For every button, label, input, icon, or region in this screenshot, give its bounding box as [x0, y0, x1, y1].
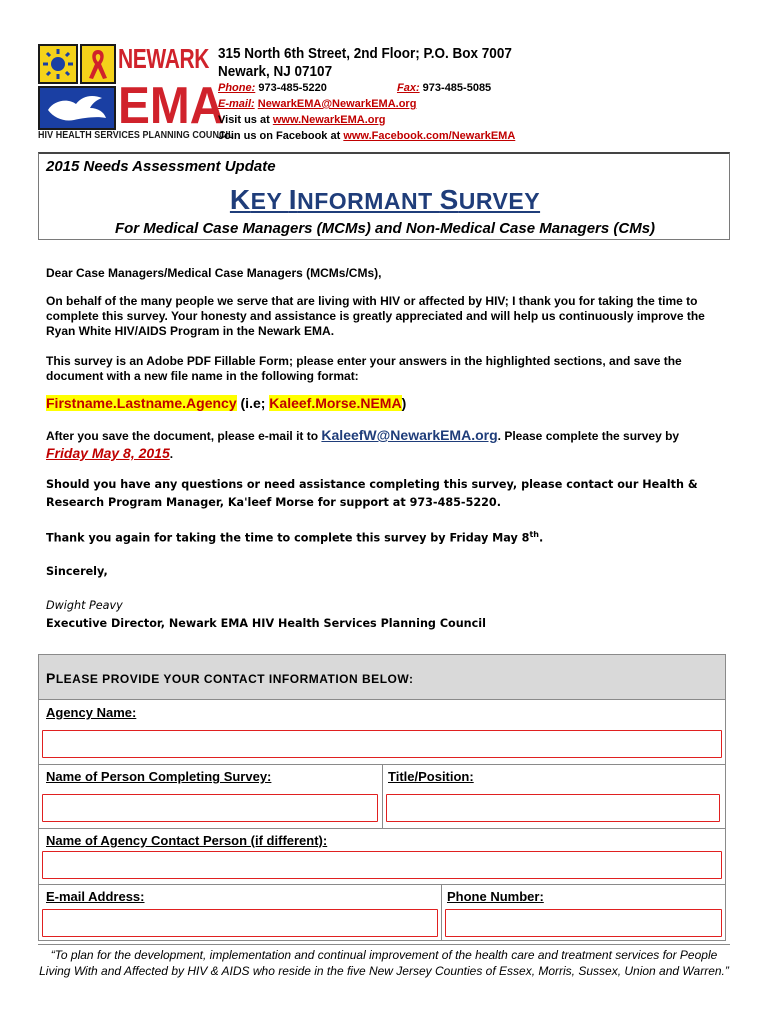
update-heading: 2015 Needs Assessment Update — [46, 158, 276, 175]
phone-number-label: Phone Number: — [447, 889, 544, 904]
logo-ema-text: EMA — [118, 77, 225, 135]
facebook-line — [218, 130, 515, 142]
person-name-label: Name of Person Completing Survey: — [46, 769, 272, 784]
email-address-label: E-mail Address: — [46, 889, 145, 904]
person-name-input[interactable] — [42, 794, 378, 822]
filename-format: Firstname.Lastname.Agency (i.e; Kaleef.Morse.NEMA) — [46, 395, 407, 411]
email-link[interactable]: NewarkEMA@NewarkEMA.org — [257, 98, 417, 110]
logo-dove-icon — [38, 86, 116, 130]
format-example: Kaleef.Morse.NEMA — [269, 395, 402, 411]
fax-label: Fax: — [396, 82, 420, 94]
facebook-link[interactable]: www.Facebook.com/NewarkEMA — [343, 130, 516, 142]
send-email-link[interactable]: KaleefW@NewarkEMA.org — [321, 427, 498, 443]
email-address-input[interactable] — [42, 909, 438, 937]
format-text: Firstname.Lastname.Agency — [46, 395, 237, 411]
logo-council-text: HIV HEALTH SERVICES PLANNING COUNCIL — [38, 129, 234, 141]
intro-paragraph: On behalf of the many people we serve that are living with HIV or affected by HIV; I thank you for taking the time to complete this survey. Your honesty and assistance is greatly appreciated and will help us continuously improve the Ryan White HIV/AIDS Program in the Newark EMA. — [46, 294, 705, 338]
title-position-label: Title/Position: — [388, 769, 474, 784]
address-line2: Newark, NJ 07107 — [218, 63, 333, 80]
logo-sun-icon — [38, 44, 78, 84]
contact-person-label: Name of Agency Contact Person (if different): — [46, 833, 328, 848]
email-label: E-mail: — [218, 98, 255, 110]
phone-value: 973-485-5220 — [258, 82, 327, 94]
signer-title: Executive Director, Newark EMA HIV Health Services Planning Council — [46, 617, 486, 630]
contact-person-input[interactable] — [42, 851, 722, 879]
send-instructions: After you save the document, please e-mail it to KaleefW@NewarkEMA.org. Please complete the survey by Friday May 8, 2015. — [46, 427, 680, 461]
website-link[interactable]: www.NewarkEMA.org — [272, 114, 386, 126]
form-divider — [441, 884, 442, 940]
greeting: Dear Case Managers/Medical Case Managers (MCMs/CMs), — [46, 266, 382, 280]
title-position-input[interactable] — [386, 794, 720, 822]
phone-label: Phone: — [218, 82, 256, 94]
questions-paragraph: Should you have any questions or need assistance completing this survey, please contact our Health & Research Program Manager, Ka'leef Morse for support at 973-485-5220. — [46, 478, 698, 509]
form-divider — [39, 828, 725, 829]
thanks-paragraph: Thank you again for taking the time to complete this survey by Friday May 8th. — [46, 530, 544, 545]
signer-name: Dwight Peavy — [46, 599, 123, 612]
website-line — [218, 114, 386, 126]
closing: Sincerely, — [46, 565, 108, 578]
phone-fax-line — [218, 82, 491, 94]
address-line1: 315 North 6th Street, 2nd Floor; P.O. Box 7007 — [218, 45, 512, 62]
form-divider — [39, 884, 725, 885]
survey-title: KEY INFORMANT SURVEY — [229, 184, 541, 215]
survey-subtitle: For Medical Case Managers (MCMs) and Non-Medical Case Managers (CMs) — [114, 220, 656, 237]
visit-text: Visit us at — [218, 114, 270, 126]
form-divider — [382, 764, 383, 828]
mission-quote: “To plan for the development, implementation and continual improvement of the health care and treatment services for People Living With and Affected by HIV & AIDS who reside in the five New Jersey Counties of Essex, Morris, Sussex, Union and Warren.” — [38, 944, 730, 979]
phone-number-input[interactable] — [445, 909, 722, 937]
fax-value: 973-485-5085 — [422, 82, 492, 94]
logo-ribbon-icon — [80, 44, 116, 84]
deadline-date: Friday May 8, 2015 — [46, 445, 170, 461]
agency-name-input[interactable] — [42, 730, 722, 758]
agency-name-label: Agency Name: — [46, 705, 137, 720]
instructions-paragraph: This survey is an Adobe PDF Fillable Form; please enter your answers in the highlighted sections, and save the document with a new file name in the following format: — [46, 354, 682, 383]
form-header-text: PLEASE PROVIDE YOUR CONTACT INFORMATION BELOW: — [46, 670, 414, 686]
email-line — [218, 98, 416, 110]
facebook-text: Join us on Facebook at — [218, 130, 341, 142]
logo-newark-text: NEWARK — [118, 43, 210, 74]
